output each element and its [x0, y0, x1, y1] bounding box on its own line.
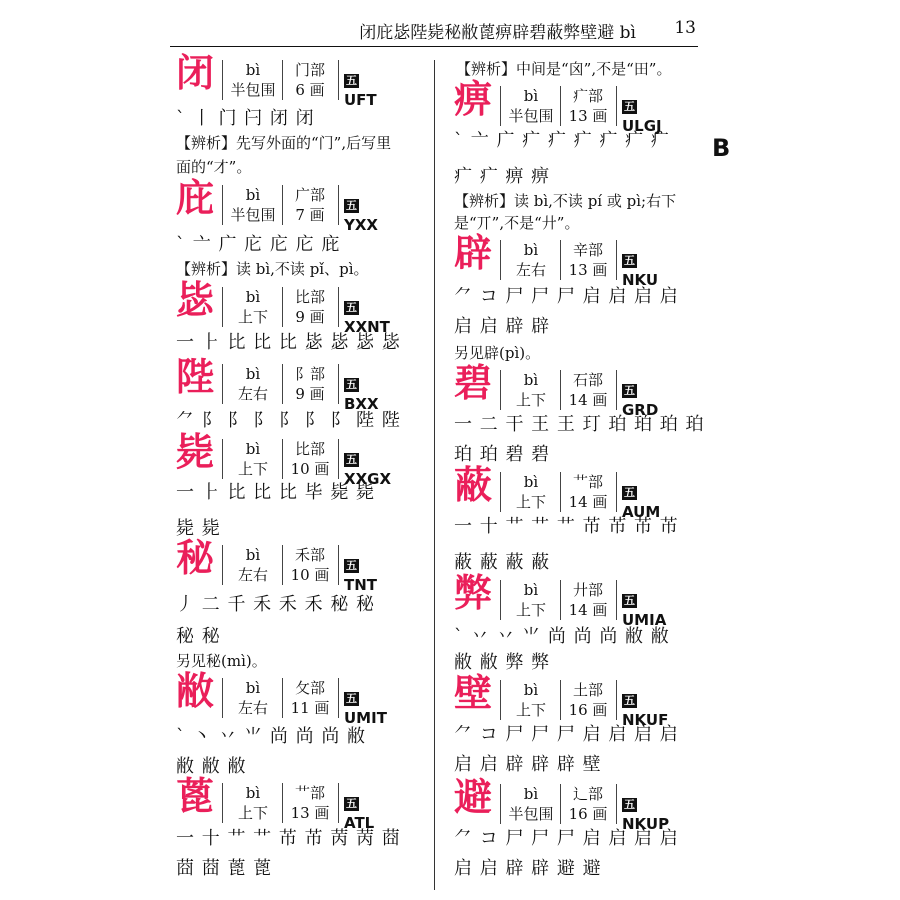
head-character: 敝: [176, 668, 215, 713]
stroke-order: 一 ⺊ 比 比 比 毕 毙 毙: [176, 482, 376, 503]
pinyin: bì: [523, 473, 539, 491]
divider: [282, 364, 283, 404]
stroke-count: 16 画: [568, 701, 608, 719]
pinyin: bì: [245, 784, 261, 802]
divider: [338, 439, 339, 479]
header-rule: [170, 46, 698, 47]
head-character: 痹: [454, 76, 493, 121]
divider: [500, 784, 501, 824]
pinyin: bì: [523, 681, 539, 699]
divider: [560, 370, 561, 410]
divider: [222, 678, 223, 718]
divider: [500, 680, 501, 720]
wubi-code-value: BXX: [344, 395, 379, 413]
stroke-count: 14 画: [568, 493, 608, 511]
wubi-code-value: NKUF: [622, 711, 669, 729]
divider: [500, 472, 501, 512]
wubi-code-value: XXGX: [344, 470, 392, 488]
divider: [222, 287, 223, 327]
divider: [222, 545, 223, 585]
wubi-badge: 五: [346, 797, 357, 810]
divider: [616, 784, 617, 824]
head-character: 毙: [176, 429, 215, 474]
divider: [616, 86, 617, 126]
usage-note: 是“丌”,不是“廾”。: [454, 214, 580, 232]
usage-note: 另见辟(pì)。: [454, 344, 541, 362]
radical: 石部: [572, 371, 603, 389]
divider: [500, 580, 501, 620]
structure: 上下: [237, 804, 268, 822]
wubi-code: [344, 555, 377, 595]
wubi-badge: 五: [346, 453, 357, 466]
header-title: 闭庇毖陛毙秘敝蓖痹辟碧蔽弊壁避 bì: [359, 23, 636, 43]
head-character: 毖: [176, 277, 215, 322]
stroke-order: ⺈ コ 尸 尸 尸 启 启 启 启: [454, 828, 679, 849]
pinyin: bì: [245, 440, 261, 458]
structure: 上下: [237, 460, 268, 478]
wubi-badge: 五: [624, 594, 635, 607]
divider: [560, 784, 561, 824]
wubi-badge: 五: [346, 559, 357, 572]
usage-note: 另见秘(mì)。: [176, 652, 267, 670]
wubi-badge: 五: [624, 384, 635, 397]
stroke-count: 13 画: [568, 261, 608, 279]
wubi-code-value: UMIT: [344, 709, 387, 727]
structure: 左右: [237, 385, 268, 403]
structure: 左右: [237, 566, 268, 584]
head-character: 弊: [454, 570, 493, 615]
head-character: 秘: [176, 535, 215, 580]
wubi-code-value: ULGJ: [622, 117, 662, 135]
divider: [560, 580, 561, 620]
wubi-badge: 五: [346, 692, 357, 705]
divider: [222, 185, 223, 225]
usage-note: 面的“才”。: [176, 158, 252, 176]
head-character: 辟: [454, 230, 493, 275]
head-character: 庇: [176, 175, 215, 220]
wubi-code-value: UFT: [344, 91, 377, 109]
divider: [616, 580, 617, 620]
head-character: 壁: [454, 670, 493, 715]
wubi-code-value: UMIA: [622, 611, 667, 629]
wubi-badge: 五: [346, 199, 357, 212]
stroke-count: 7 画: [295, 206, 325, 224]
divider: [282, 287, 283, 327]
stroke-order: ⺈ コ 尸 尸 尸 启 启 启 启: [454, 724, 679, 745]
divider: [222, 60, 223, 100]
wubi-badge: 五: [624, 486, 635, 499]
radical: 禾部: [294, 546, 325, 564]
divider: [222, 783, 223, 823]
stroke-count: 13 画: [290, 804, 330, 822]
pinyin: bì: [523, 87, 539, 105]
divider: [338, 185, 339, 225]
stroke-count: 10 画: [290, 460, 330, 478]
wubi-code-value: NKU: [622, 271, 659, 289]
pinyin: bì: [245, 61, 261, 79]
stroke-order: 秘 秘: [176, 626, 221, 647]
pinyin: bì: [523, 241, 539, 259]
structure: 半包围: [508, 805, 554, 823]
structure: 上下: [515, 701, 546, 719]
divider: [560, 86, 561, 126]
radical: 比部: [294, 440, 325, 458]
stroke-order: 珀 珀 碧 碧: [454, 444, 551, 465]
stroke-count: 11 画: [290, 699, 330, 717]
stroke-count: 9 画: [295, 385, 325, 403]
page-header: [176, 18, 696, 44]
divider: [282, 678, 283, 718]
stroke-count: 16 画: [568, 805, 608, 823]
radical: 艹部: [294, 784, 325, 802]
wubi-badge: 五: [346, 301, 357, 314]
stroke-count: 14 画: [568, 391, 608, 409]
divider: [338, 364, 339, 404]
wubi-badge: 五: [346, 378, 357, 391]
stroke-count: 10 画: [290, 566, 330, 584]
stroke-order: 蔽 蔽 蔽 蔽: [454, 552, 551, 573]
radical: 艹部: [572, 473, 603, 491]
wubi-code: [344, 688, 387, 728]
radical: 广部: [294, 186, 325, 204]
stroke-order: 敝 敝 敝: [176, 756, 247, 777]
structure: 左右: [237, 699, 268, 717]
structure: 上下: [515, 493, 546, 511]
stroke-order: 一 ⺊ 比 比 比 毖 毖 毖 毖: [176, 332, 401, 353]
column-divider: [434, 60, 435, 890]
stroke-order: 敝 敝 弊 弊: [454, 652, 551, 673]
divider: [282, 439, 283, 479]
divider: [338, 287, 339, 327]
stroke-order: 一 二 干 王 王 玎 珀 珀 珀 珀: [454, 414, 705, 435]
divider: [282, 185, 283, 225]
section-letter: B: [712, 134, 731, 162]
wubi-code: [344, 195, 378, 235]
wubi-code-value: ATL: [344, 814, 375, 832]
structure: 上下: [515, 391, 546, 409]
pinyin: bì: [245, 186, 261, 204]
divider: [616, 680, 617, 720]
radical: 疒部: [572, 87, 603, 105]
pinyin: bì: [245, 546, 261, 564]
divider: [338, 678, 339, 718]
stroke-order: 一 十 艹 艹 艹 芇 芇 芇 芇: [454, 516, 679, 537]
divider: [338, 545, 339, 585]
pinyin: bì: [523, 371, 539, 389]
wubi-badge: 五: [624, 100, 635, 113]
radical: 门部: [294, 61, 325, 79]
stroke-order: ` 亠 广 疒 疒 疒 疒 疒 疒: [454, 130, 670, 151]
radical: 比部: [294, 288, 325, 306]
divider: [282, 545, 283, 585]
divider: [500, 370, 501, 410]
stroke-order: 毙 毙: [176, 518, 221, 539]
head-character: 避: [454, 774, 493, 819]
stroke-order: ` 丶 丷 ⺌ 尚 尚 尚 敝: [176, 726, 367, 747]
right-pre-note: 【辨析】中间是“囟”,不是“田”。: [456, 60, 672, 78]
head-character: 蔽: [454, 462, 493, 507]
wubi-code: [344, 70, 377, 110]
usage-note: 【辨析】读 bì,不读 pí 或 pì;右下: [454, 192, 677, 210]
stroke-order: ` 亠 广 庀 庀 庀 庇: [176, 234, 341, 255]
pinyin: bì: [523, 581, 539, 599]
head-character: 碧: [454, 360, 493, 405]
structure: 左右: [515, 261, 546, 279]
divider: [500, 86, 501, 126]
stroke-order: ` 丷 丷 ⺌ 尚 尚 尚 敝 敝: [454, 626, 670, 647]
wubi-code-value: TNT: [344, 576, 378, 594]
divider: [560, 240, 561, 280]
radical: 土部: [572, 681, 603, 699]
divider: [616, 472, 617, 512]
head-character: 陛: [176, 354, 215, 399]
pinyin: bì: [245, 365, 261, 383]
wubi-badge: 五: [624, 798, 635, 811]
wubi-badge: 五: [624, 694, 635, 707]
wubi-code-value: XXNT: [344, 318, 390, 336]
pinyin: bì: [245, 288, 261, 306]
structure: 上下: [515, 601, 546, 619]
page-number: 13: [674, 18, 696, 38]
stroke-count: 14 画: [568, 601, 608, 619]
divider: [282, 783, 283, 823]
pinyin: bì: [523, 785, 539, 803]
divider: [560, 680, 561, 720]
stroke-order: 启 启 辟 辟 辟 壁: [454, 754, 602, 775]
radical: 辶部: [572, 785, 603, 803]
structure: 半包围: [230, 81, 276, 99]
radical: 攵部: [294, 679, 325, 697]
stroke-order: 莔 莔 蓖 蓖: [176, 858, 273, 879]
stroke-order: 启 启 辟 辟: [454, 316, 551, 337]
wubi-badge: 五: [346, 74, 357, 87]
stroke-order: 启 启 辟 辟 避 避: [454, 858, 602, 879]
divider: [222, 364, 223, 404]
structure: 半包围: [230, 206, 276, 224]
structure: 半包围: [508, 107, 554, 125]
usage-note: 【辨析】先写外面的“门”,后写里: [176, 134, 392, 152]
head-character: 蓖: [176, 773, 215, 818]
radical: 廾部: [572, 581, 603, 599]
divider: [560, 472, 561, 512]
stroke-order: ⺈ 阝 阝 阝 阝 阝 阝 陛 陛: [176, 410, 401, 431]
divider: [500, 240, 501, 280]
stroke-count: 6 画: [295, 81, 325, 99]
head-character: 闭: [176, 50, 215, 95]
wubi-code-value: AUM: [622, 503, 661, 521]
divider: [282, 60, 283, 100]
stroke-order: ⺈ コ 尸 尸 尸 启 启 启 启: [454, 286, 679, 307]
wubi-code-value: NKUP: [622, 815, 670, 833]
wubi-code-value: YXX: [344, 216, 378, 234]
usage-note: 【辨析】读 bì,不读 pǐ、pì。: [176, 260, 369, 278]
pinyin: bì: [245, 679, 261, 697]
wubi-code-value: GRD: [622, 401, 659, 419]
divider: [338, 60, 339, 100]
divider: [616, 240, 617, 280]
stroke-count: 9 画: [295, 308, 325, 326]
stroke-order: 丿 二 千 禾 禾 禾 秘 秘: [176, 594, 376, 615]
divider: [222, 439, 223, 479]
stroke-count: 13 画: [568, 107, 608, 125]
stroke-order: 一 十 艹 艹 芇 芇 苪 苪 莔: [176, 828, 401, 849]
radical: 阝部: [294, 365, 325, 383]
stroke-order: ` 丨 门 闩 闭 闭: [176, 108, 315, 129]
divider: [338, 783, 339, 823]
wubi-badge: 五: [624, 254, 635, 267]
stroke-order: 疒 疒 痹 痹: [454, 166, 551, 187]
divider: [616, 370, 617, 410]
radical: 辛部: [572, 241, 603, 259]
structure: 上下: [237, 308, 268, 326]
